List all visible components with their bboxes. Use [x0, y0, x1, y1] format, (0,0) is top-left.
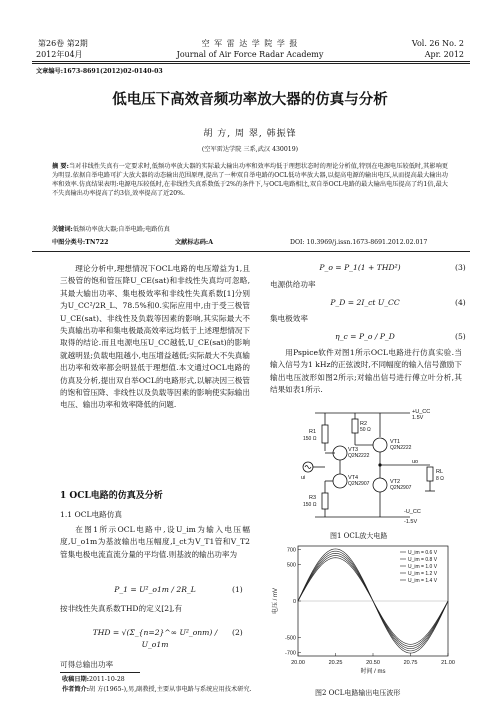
abstract [52, 162, 448, 198]
equation-3: P_o = P_1(1 + THD²) [319, 263, 401, 272]
equation-5-number: (5) [455, 332, 466, 341]
keywords [52, 225, 448, 234]
footnote-author-value: 胡 方(1965-),男,副教授,主要从事电路与系统应用技术研究. [89, 686, 252, 693]
r3-value: 150 Ω [303, 502, 317, 508]
efficiency-label: 集电极效率 [270, 314, 308, 323]
y-tick-label: -700 [284, 650, 296, 657]
resistor-r3 [322, 493, 328, 509]
legend-label: U_im = 1.0 V [408, 564, 438, 570]
vcc-pos-label: +U_CC [412, 409, 431, 415]
footnote-date-value: 2011-10-28 [89, 676, 125, 683]
abstract-label: 摘 要: [52, 163, 69, 170]
legend-label: U_im = 0.8 V [408, 557, 438, 563]
vt2-type: Q2N2907 [390, 485, 412, 491]
vt4-type: Q2N2907 [348, 481, 370, 487]
equation-4: P_D = 2I_ct U_CC [330, 298, 400, 307]
section-1-1-text: 在图1所示OCL电路中,设U_im为输入电压幅度,U_o1m为基波输出电压幅度,I_ct为V_T1管和V_T2管集电极电流直流分量的平均值.则基波的输出功率为 [60, 525, 250, 559]
header-rule-2 [32, 63, 470, 64]
section-1-heading: 1 OCL电路的仿真及分析 [60, 491, 163, 501]
abstract-text: 当对非线性失真有一定要求时,低频功率放大器的实际最大输出功率和效率均低于理想状态时的理论分析值,特别在电源电压较低时,其影响更为明显.依据自举电路可扩大放大器的动态输出范围原理,提出了一种双自举电路的OCL低功率放大器,以提高电源的输出电压,从而提高最大输出功率和效率.仿真结果表明:电源电压较低时,在非线性失真系数低于2%的条件下,与OCL电路相比,双自举OCL电路的最大输出电压提高了约1倍,最大不失真输出功率提高了约3倍,效率提高了近20%. [52, 163, 448, 197]
r3-label: R3 [309, 495, 317, 501]
x-tick-label: 20.50 [366, 660, 380, 666]
y-tick-label: 500 [286, 562, 296, 569]
y-tick-label: 0 [292, 599, 296, 605]
vcc-neg-value: -1.5V [404, 519, 418, 525]
footnote-author [62, 685, 462, 694]
vt1-label: VT1 [390, 439, 401, 445]
resistor-rl [427, 467, 433, 481]
legend-label: U_im = 0.6 V [408, 550, 438, 556]
transistor-vt1 [373, 438, 387, 452]
document-code: 文献标志码:A [175, 239, 214, 246]
vt3-type: Q2N2222 [348, 453, 370, 459]
vo-label: uo [412, 459, 419, 465]
x-tick-label: 20.00 [291, 660, 305, 666]
title-rule [32, 251, 470, 252]
simulation-paragraph [270, 347, 462, 397]
resistor-r1 [322, 425, 328, 443]
vt1-type: Q2N2222 [390, 445, 412, 451]
total-power-paragraph: 可得总输出功率 [60, 660, 114, 669]
r1-label: R1 [309, 429, 317, 435]
doi: DOI: 10.3969/j.issn.1673-8691.2012.02.017 [290, 239, 428, 246]
figure-2-chart [270, 540, 465, 675]
vi-label: ui [301, 475, 306, 481]
r1-value: 150 Ω [303, 436, 317, 442]
y-axis-label: 电压 / mV [273, 587, 279, 615]
article-number: 文章编号:1673-8691(2012)02-0140-03 [36, 68, 163, 75]
y-tick-label: -500 [284, 635, 296, 642]
x-axis-label: 时间 / ms [360, 669, 386, 675]
paper-title: 低电压下高效音频功率放大器的仿真与分析 [112, 92, 388, 108]
header-date-en: Apr. 2012 [424, 50, 464, 59]
simulation-text: 用Pspice软件对图1所示OCL电路进行仿真实验.当输入信号为1 kHz的正弦波时,不同幅度的输入信号激励下输出电压波形如图2所示;对输出信号进行傅立叶分析,其结果如表1所示. [270, 348, 462, 395]
paper-affiliation: (空军雷达学院 三系,武汉 430019) [201, 146, 299, 153]
header-vol-en: Vol. 26 No. 2 [411, 39, 464, 48]
legend-label: U_im = 1.2 V [408, 571, 438, 577]
footnote-rule [60, 672, 140, 673]
keywords-label: 关键词: [52, 226, 73, 233]
figure-1-circuit [300, 405, 460, 525]
vt2-label: VT2 [390, 479, 401, 485]
rl-label: RL [436, 469, 444, 475]
transistor-vt2 [373, 478, 387, 492]
classification: 中图分类号:TN722 [52, 239, 109, 246]
footnote-date-label: 收稿日期: [62, 676, 90, 683]
y-tick-label: 700 [286, 547, 296, 554]
x-tick-label: 20.25 [328, 660, 343, 666]
vcc-pos-value: 1.5V [412, 415, 424, 421]
header-rule [32, 61, 470, 62]
x-tick-label: 20.75 [403, 660, 418, 666]
vcc-neg-label: -U_CC [404, 509, 421, 515]
footnote-date [62, 675, 125, 684]
section-1-1-paragraph [60, 524, 250, 561]
equation-1: P_1 = U²_o1m / 2R_L [114, 585, 196, 594]
footnote-author-label: 作者简介: [62, 686, 90, 693]
equation-2-number: (2) [232, 628, 243, 637]
r2-value: 50 Ω [360, 427, 371, 433]
equation-4-number: (4) [455, 298, 466, 307]
resistor-r2 [352, 419, 358, 433]
header-journal-cn: 空 军 雷 达 学 院 学 报 [201, 39, 299, 48]
intro-paragraph: 理论分析中,理想情况下OCL电路的电压增益为1,且三极管的饱和管压降U_CE(sat)和非线性失真均可忽略,其最大输出功率、集电极效率和非线性失真系数[1]分别为U_CC²/2R_L、78.5%和0.实际应用中,由于受三极管U_CE(sat)、非线性及负载等因素的影响,其实际最大不失真输出功率和集电极最高效率远均低于上述理想情况下取得的结论.而且电源电压U_CC越低,U_CE(sat)的影响就越明显;负载电阻越小,电压增益越低;实际最大不失真输出功率和效率都会明显低于理想值.本文通过OCL电路的仿真及分析,提出双自举OCL的电路形式,以解决因三极管的饱和管压降、非线性以及负载等因素的影响使实际输出电压、输出功率和效率降低的问题. [60, 264, 250, 410]
keywords-text: 低频功率放大器;自举电路;电路仿真 [72, 226, 170, 233]
transistor-vt4 [333, 474, 347, 488]
vt4-label: VT4 [348, 475, 359, 481]
equation-5: η_c = P_o / P_D [335, 332, 395, 341]
paper-authors: 胡 方, 周 翠, 韩振锋 [203, 129, 297, 139]
r2-label: R2 [360, 421, 368, 427]
header-vol-cn: 第26卷 第2期 [38, 39, 88, 48]
legend-label: U_im = 1.4 V [408, 578, 438, 584]
figure-1-caption: 图1 OCL放大电路 [330, 532, 388, 540]
equation-1-number: (1) [232, 585, 243, 594]
figure-2-caption: 图2 OCL电路输出电压波形 [315, 689, 401, 697]
equation-3-number: (3) [455, 263, 466, 272]
x-tick-label: 21.00 [441, 660, 455, 666]
section-1-1-heading: 1.1 OCL电路仿真 [60, 510, 122, 519]
rl-value: 8 Ω [436, 476, 444, 482]
vt3-label: VT3 [348, 447, 359, 453]
supply-power-label: 电源供给功率 [270, 280, 316, 289]
header-journal-en: Journal of Air Force Radar Academy [176, 50, 324, 59]
header-date-cn: 2012年04月 [36, 50, 83, 59]
equation-2: THD = √(Σ_{n=2}^∞ U²_onm) / U_o1m [92, 628, 218, 650]
thd-paragraph: 按非线性失真系数THD的定义[2],有 [60, 604, 183, 613]
left-column [60, 263, 250, 412]
transistor-vt3 [333, 446, 347, 460]
